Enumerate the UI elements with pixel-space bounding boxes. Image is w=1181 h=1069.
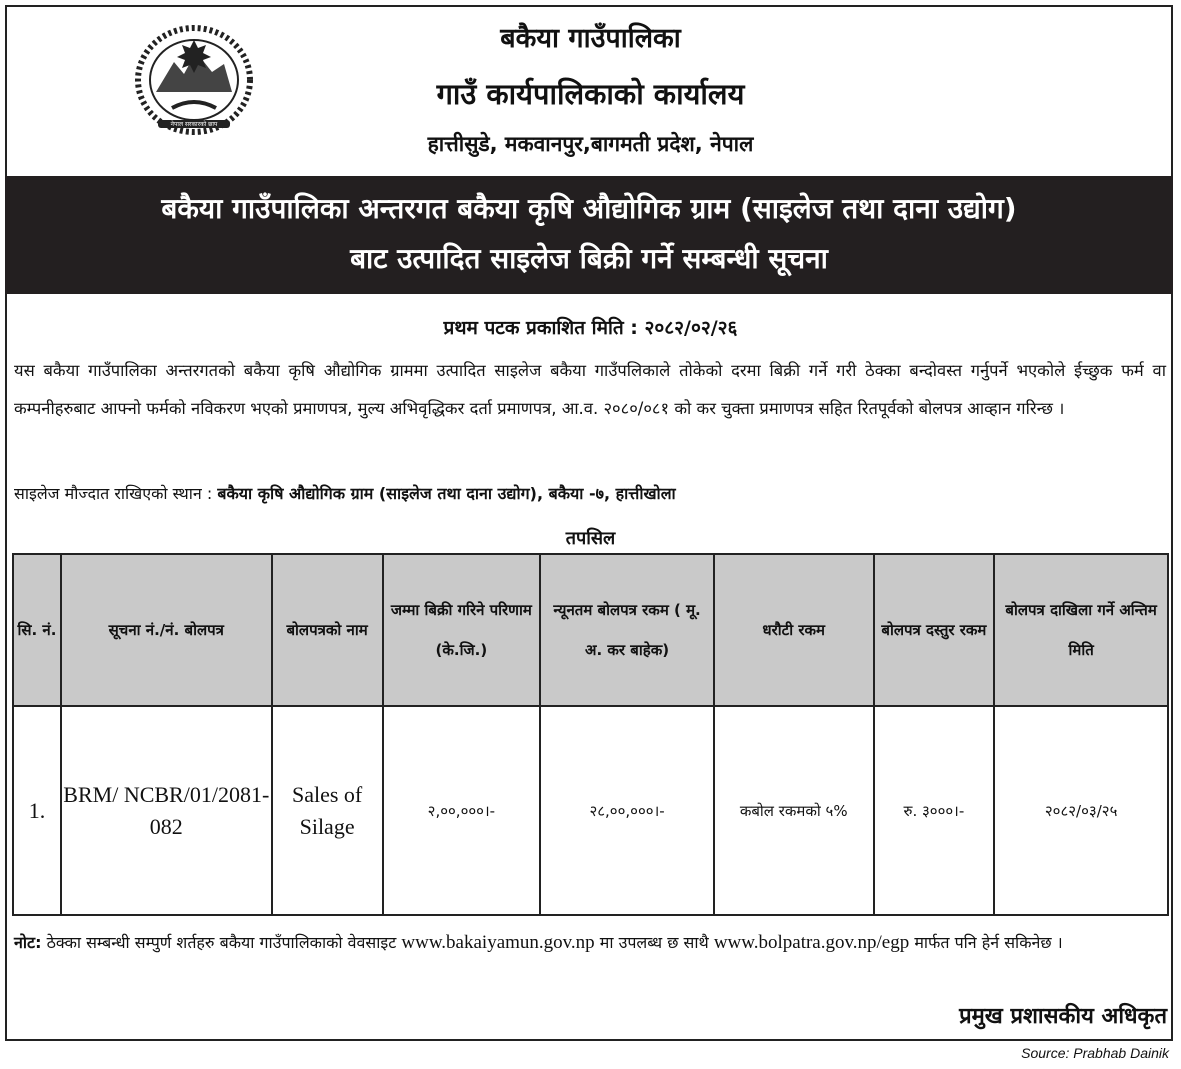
publication-date: प्रथम पटक प्रकाशित मिति : २०८२/०२/२६: [443, 317, 738, 339]
header-bid-fee: बोलपत्र दस्तुर रकम: [874, 554, 995, 706]
note-text-2: मा उपलब्ध छ साथै: [594, 933, 714, 952]
cell-notice-number: BRM/ NCBR/01/2081- 082: [61, 706, 272, 915]
office-address: हात्तीसुडे, मकवानपुर,बागमती प्रदेश, नेपाल: [427, 132, 754, 156]
banner-line-2: बाट उत्पादित साइलेज बिक्री गर्ने सम्बन्धी सूचना: [350, 242, 828, 275]
note: [14, 924, 1166, 962]
cell-total-quantity: २,००,०००।-: [383, 706, 541, 915]
notice-title-banner: [5, 176, 1173, 294]
note-text-3: मार्फत पनि हेर्न सकिनेछ ।: [909, 933, 1063, 952]
location-label: साइलेज मौज्दात राखिएको स्थान :: [14, 484, 218, 503]
storage-location: [14, 482, 676, 504]
source-credit: Source: Prabhab Dainik: [1021, 1045, 1169, 1061]
municipality-name: बकैया गाउँपालिका: [500, 23, 681, 54]
bolpatra-link[interactable]: www.bolpatra.gov.np/egp: [713, 932, 910, 953]
cell-bid-name: Sales of Silage: [272, 706, 383, 915]
cell-minimum-bid: २८,००,०००।-: [540, 706, 714, 915]
header-deposit: धरौटी रकम: [714, 554, 874, 706]
header-serial: सि. नं.: [13, 554, 61, 706]
header-last-date: बोलपत्र दाखिला गर्ने अन्तिम मिति: [994, 554, 1168, 706]
header-total-quantity: जम्मा बिक्री गरिने परिणाम (के.जि.): [383, 554, 541, 706]
table-title: तपसिल: [565, 528, 616, 549]
cell-last-date: २०८२/०३/२५: [994, 706, 1168, 915]
note-text-1: ठेक्का सम्बन्धी सम्पुर्ण शर्तहरु बकैया गाउँपालिकाको वेवसाइट: [41, 933, 402, 952]
table-row: [13, 706, 1168, 915]
office-name: गाउँ कार्यपालिकाको कार्यालय: [436, 77, 745, 111]
cell-deposit: कबोल रकमको ५%: [714, 706, 874, 915]
svg-text:नेपाल सरकारको छाप: नेपाल सरकारको छाप: [170, 121, 218, 128]
banner-line-1: बकैया गाउँपालिका अन्तरगत बकैया कृषि औद्योगिक ग्राम (साइलेज तथा दाना उद्योग): [161, 192, 1017, 225]
cell-bid-fee: रु. ३०००।-: [874, 706, 995, 915]
header-notice-number: सूचना नं./नं. बोलपत्र: [61, 554, 272, 706]
municipality-website-link[interactable]: www.bakaiyamun.gov.np: [401, 932, 595, 953]
signatory-title: प्रमुख प्रशासकीय अधिकृत: [959, 1004, 1167, 1029]
cell-serial: 1.: [13, 706, 61, 915]
notice-paragraph: यस बकैया गाउँपालिका अन्तरगतको बकैया कृषि औद्योगिक ग्राममा उत्पादित साइलेज बकैया गाउँपलिकाले तोकेको दरमा बिक्री गर्ने गरी ठेक्का बन्दोवस्त गर्नुपर्ने भएकोले ईच्छुक फर्म वा कम्पनीहरुबाट आफ्नो फर्मको नविकरण भएको प्रमाणपत्र, मुल्य अभिवृद्धिकर दर्ता प्रमाणपत्र, आ.व. २०८०/०८१ को कर चुक्ता प्रमाणपत्र सहित रितपूर्वको बोलपत्र आव्हान गरिन्छ ।: [14, 361, 1166, 418]
table-header-row: [13, 554, 1168, 706]
note-label: नोट:: [14, 933, 42, 952]
header-bid-name: बोलपत्रको नाम: [272, 554, 383, 706]
header-minimum-bid: न्यूनतम बोलपत्र रकम ( मू. अ. कर बाहेक): [540, 554, 714, 706]
location-value: बकैया कृषि औद्योगिक ग्राम (साइलेज तथा दाना उद्योग), बकैया -७, हात्तीखोला: [217, 484, 676, 503]
tender-table: [12, 553, 1169, 916]
